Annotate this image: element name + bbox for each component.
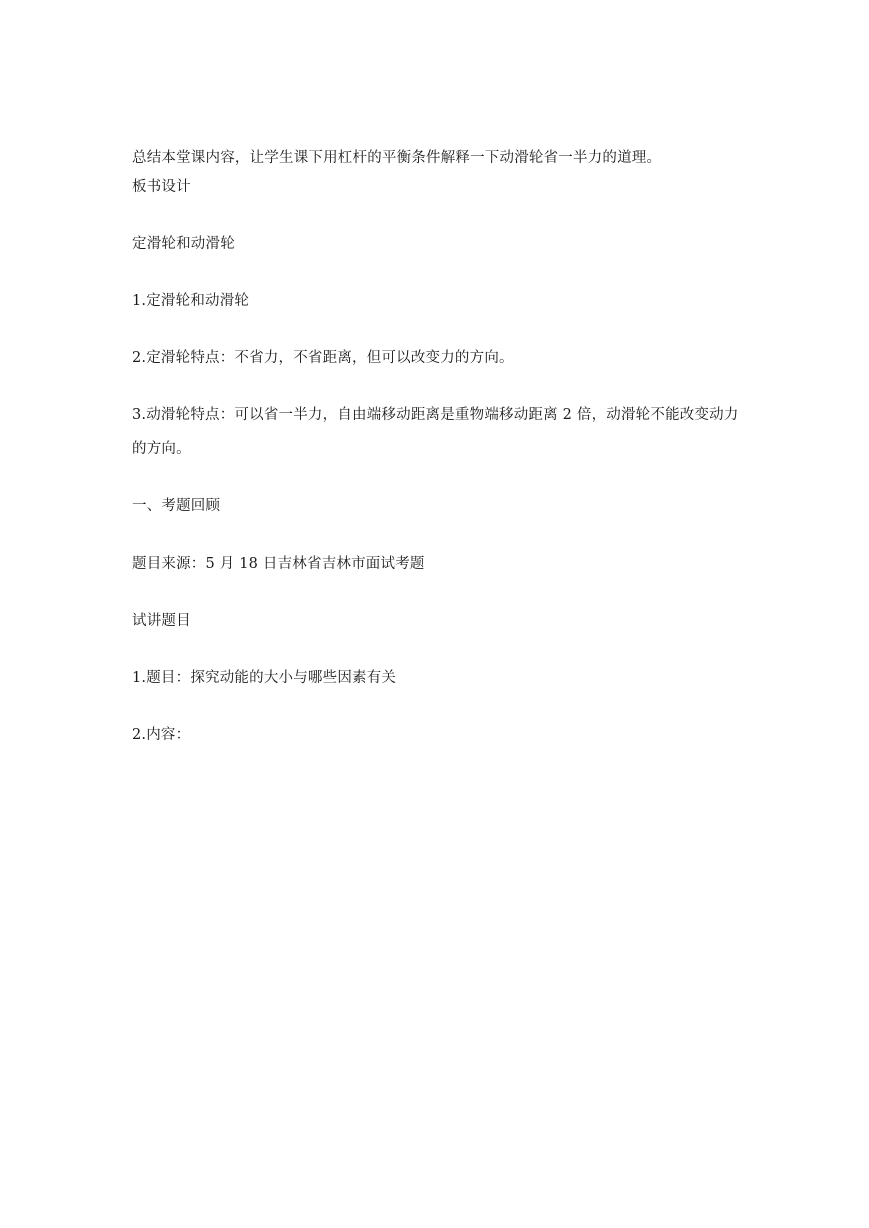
section-heading-board-design: 板书设计: [132, 179, 191, 195]
summary-paragraph: 总结本堂课内容，让学生课下用杠杆的平衡条件解释一下动滑轮省一半力的道理。: [132, 150, 662, 166]
board-item-2: 2.定滑轮特点：不省力，不省距离，但可以改变力的方向。: [132, 350, 514, 366]
board-item-3: 3.动滑轮特点：可以省一半力，自由端移动距离是重物端移动距离 2 倍，动滑轮不能改变动力的方向。: [132, 407, 739, 457]
trial-content-label: 2.内容：: [132, 727, 191, 743]
board-title: 定滑轮和动滑轮: [132, 236, 235, 252]
question-source: 题目来源：5 月 18 日吉林省吉林市面试考题: [132, 556, 425, 572]
board-item-1: 1.定滑轮和动滑轮: [132, 293, 250, 309]
trial-lecture-heading: 试讲题目: [132, 613, 191, 629]
section-heading-exam-review: 一、考题回顾: [132, 498, 221, 514]
trial-topic: 1.题目：探究动能的大小与哪些因素有关: [132, 670, 397, 686]
